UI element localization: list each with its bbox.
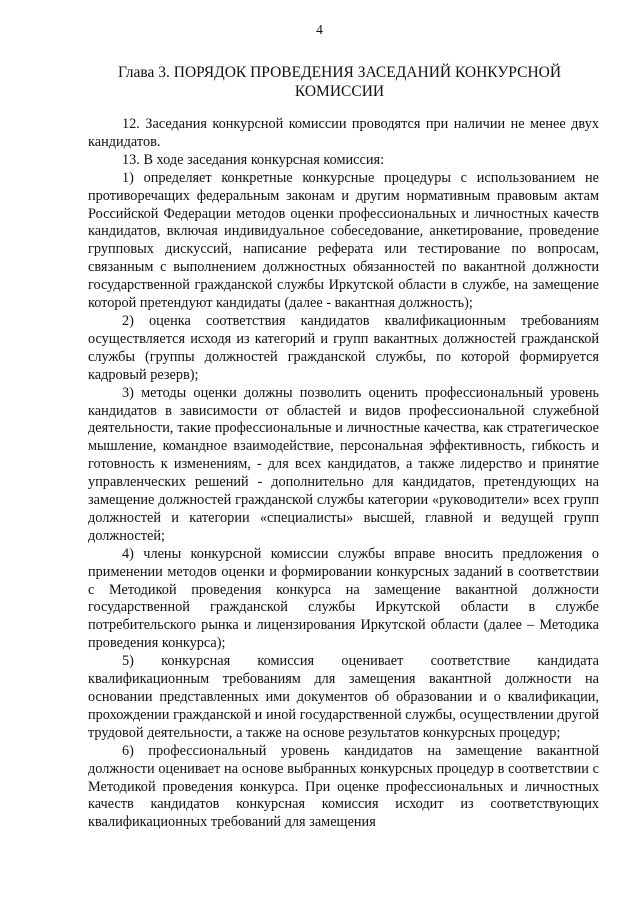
paragraph-12: 12. Заседания конкурсной комиссии проводятся при наличии не менее двух кандидатов. (88, 116, 599, 150)
paragraph-item-3: 3) методы оценки должны позволить оценить профессиональный уровень кандидатов в зависимости от областей и видов профессиональной служебной деятельности, такие профессиональные и личностные качества, как стратегическое мышление, командное взаимодействие, персональная эффективность, гибкость и готовность к изменениям, - для всех кандидатов, а также лидерство и принятие управленческих решений - дополнительно для кандидатов, претендующих на замещение должностей гражданской службы категории «руководители» всех групп должностей и категории «специалисты» высшей, главной и ведущей групп должностей; (88, 384, 599, 544)
chapter-heading-line-1: Глава 3. ПОРЯДОК ПРОВЕДЕНИЯ ЗАСЕДАНИЙ КОНКУРСНОЙ (117, 64, 562, 81)
page-number: 4 (316, 22, 323, 37)
chapter-heading-line-2: КОМИССИИ (294, 83, 385, 100)
paragraph-item-4: 4) члены конкурсной комиссии службы вправе вносить предложения о применении методов оценки и формировании конкурсных заданий в соответствии с Методикой проведения конкурса на замещение вакантной должности государственной гражданской службы Иркутской области в службе потребительского рынка и лицензирования Иркутской области (далее – Методика проведения конкурса); (88, 545, 599, 652)
paragraph-item-2: 2) оценка соответствия кандидатов квалификационным требованиям осуществляется исходя из категорий и групп вакантных должностей гражданской службы (группы должностей гражданской службы, по которой формируется кадровый резерв); (88, 312, 599, 383)
chapter-heading (60, 63, 619, 101)
paragraph-item-1: 1) определяет конкретные конкурсные процедуры с использованием не противоречащих федеральным законам и другим нормативным правовым актам Российской Федерации методов оценки профессиональных и личностных качеств кандидатов, включая индивидуальное собеседование, анкетирование, проведение групповых дискуссий, написание реферата или тестирование по вопросам, связанным с выполнением должностных обязанностей по вакантной должности государственной гражданской службы Иркутской области в службе, на замещение которой претендуют кандидаты (далее - вакантная должность); (88, 169, 599, 312)
paragraph-item-6: 6) профессиональный уровень кандидатов на замещение вакантной должности оценивает на основе выбранных конкурсных процедур в соответствии с Методикой проведения конкурса. При оценке профессиональных и личностных качеств кандидатов конкурсная комиссия исходит из соответствующих квалификационных требований для замещения (88, 742, 599, 831)
paragraph-13: 13. В ходе заседания конкурсная комиссия: (122, 151, 385, 168)
body-text (88, 116, 599, 832)
paragraph-item-5: 5) конкурсная комиссия оценивает соответствие кандидата квалификационным требованиям для замещения вакантной должности на основании представленных ими документов об образовании и о квалификации, прохождении гражданской и иной государственной службы, осуществлении другой трудовой деятельности, а также на основе результатов конкурсных процедур; (88, 653, 599, 741)
